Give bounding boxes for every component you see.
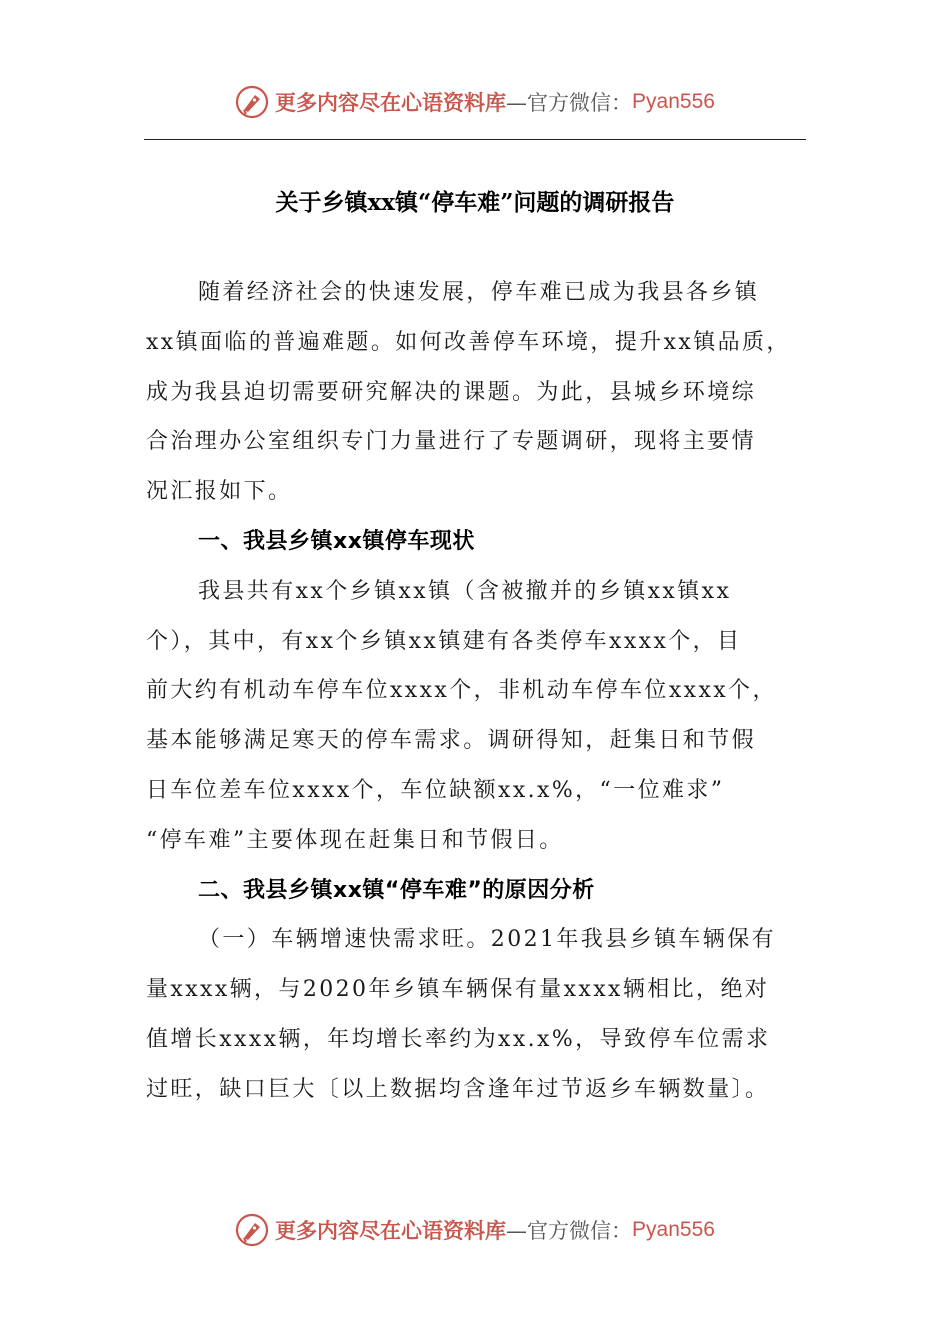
paragraph-line: “停车难”主要体现在赶集日和节假日。 — [146, 827, 564, 853]
paragraph-line: 基本能够满足寒天的停车需求。调研得知，赶集日和节假 — [146, 728, 757, 754]
pen-nib-icon — [235, 1213, 269, 1247]
document-body — [146, 268, 826, 1115]
paragraph-line: 随着经济社会的快速发展，停车难已成为我县各乡镇 — [198, 280, 760, 305]
paragraph-line: 合治理办公室组织专门力量进行了专题调研，现将主要情 — [146, 429, 757, 455]
banner-separator: —官方微信： — [506, 1219, 633, 1243]
header-rule — [144, 139, 806, 140]
paragraph-line: 况汇报如下。 — [146, 479, 293, 505]
paragraph-line: 量xxxx辆，与2020年乡镇车辆保有量xxxx辆相比，绝对 — [146, 977, 770, 1003]
paragraph-line: （一）车辆增速快需求旺。2021年我县乡镇车辆保有 — [198, 927, 776, 953]
banner-text: 更多内容尽在心语资料库 — [275, 90, 507, 115]
wechat-id: Pyan556 — [632, 1218, 715, 1241]
banner-text: 更多内容尽在心语资料库 — [275, 1218, 507, 1243]
paragraph-line: 前大约有机动车停车位xxxx个，非机动车停车位xxxx个， — [146, 678, 777, 704]
header-banner — [0, 80, 950, 124]
footer-banner — [0, 1208, 950, 1252]
paragraph-line: 日车位差车位xxxx个，车位缺额xx.x%，“一位难求” — [146, 777, 725, 803]
paragraph-line: 成为我县迫切需要研究解决的课题。为此，县城乡环境综 — [146, 379, 757, 405]
pen-nib-icon — [235, 85, 269, 119]
paragraph-line: 我县共有xx个乡镇xx镇（含被撤并的乡镇xx镇xx — [198, 578, 732, 604]
wechat-id: Pyan556 — [632, 90, 715, 113]
paragraph-line: 过旺，缺口巨大〔以上数据均含逢年过节返乡车辆数量〕。 — [146, 1076, 770, 1102]
paragraph-line: xx镇面临的普遍难题。如何改善停车环境，提升xx镇品质， — [146, 329, 791, 355]
banner-separator: —官方微信： — [506, 91, 633, 115]
paragraph-line: 值增长xxxx辆，年均增长率约为xx.x%，导致停车位需求 — [146, 1026, 771, 1052]
paragraph-line: 个），其中，有xx个乡镇xx镇建有各类停车xxxx个，目 — [146, 628, 742, 654]
document-title: 关于乡镇xx镇“停车难”问题的调研报告 — [275, 189, 675, 216]
section-heading-1: 一、我县乡镇xx镇停车现状 — [198, 528, 475, 554]
section-heading-2: 二、我县乡镇xx镇“停车难”的原因分析 — [198, 877, 595, 903]
